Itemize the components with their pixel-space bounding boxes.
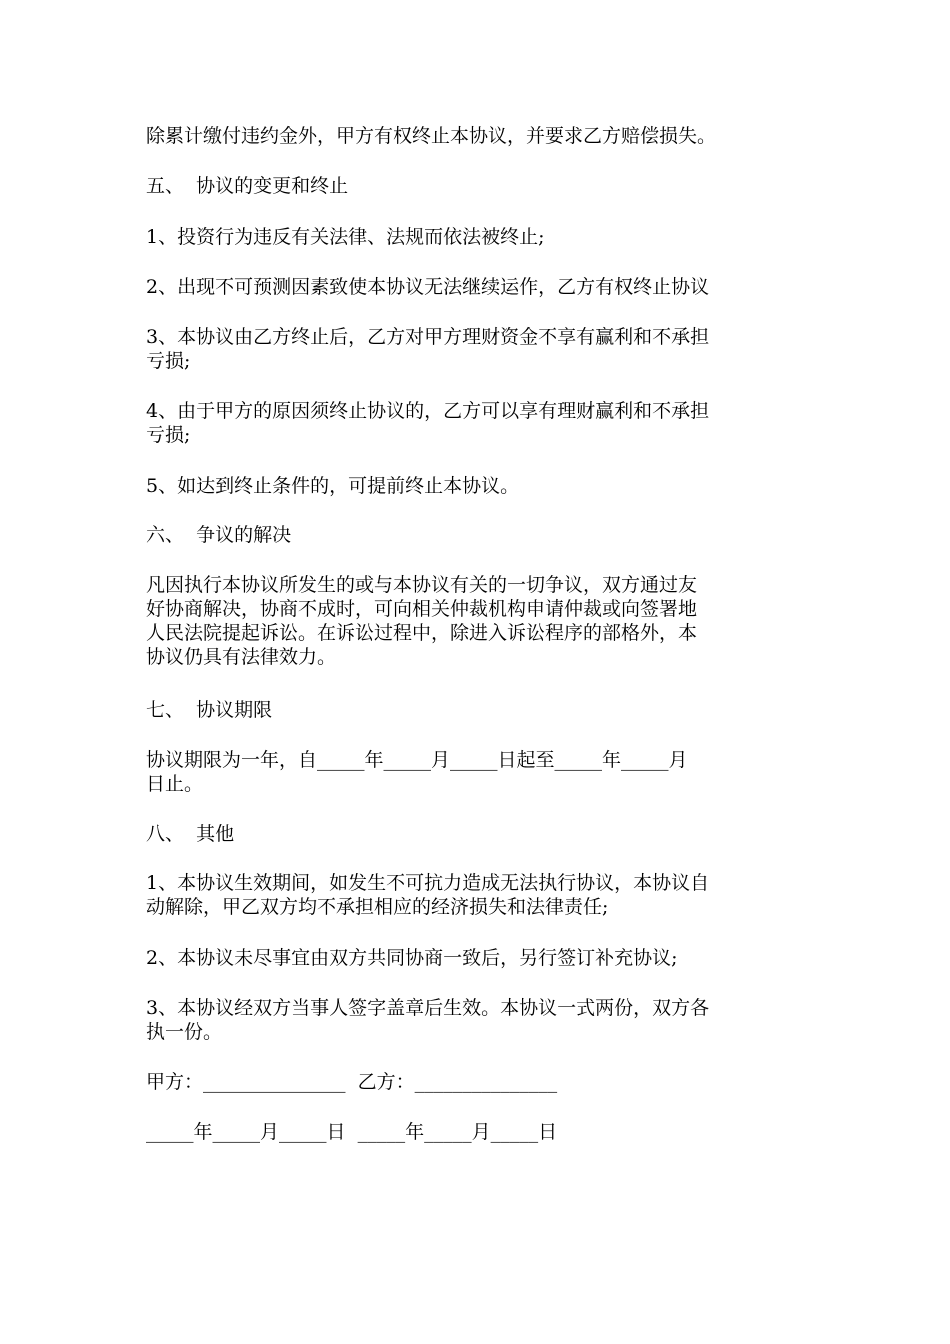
paragraph-other-item-3: 3、本协议经双方当事人签字盖章后生效。本协议一式两份，双方各 执一份。 xyxy=(146,997,710,1043)
paragraph-other-item-1: 1、本协议生效期间，如发生不可抗力造成无法执行协议，本协议自 动解除，甲乙双方均不承担相应的经济损失和法律责任; xyxy=(146,872,710,918)
paragraph-termination-item-2: 2、出现不可预测因素致使本协议无法继续运作，乙方有权终止协议 xyxy=(146,276,710,298)
paragraph-termination-item-1: 1、投资行为违反有关法律、法规而依法被终止; xyxy=(146,226,545,248)
section-heading-amendment-termination: 五、 协议的变更和终止 xyxy=(146,175,349,197)
section-heading-term: 七、 协议期限 xyxy=(146,699,273,721)
paragraph-termination-item-5: 5、如达到终止条件的，可提前终止本协议。 xyxy=(146,475,520,497)
paragraph-other-item-2: 2、本协议未尽事宜由双方共同协商一致后，另行签订补充协议; xyxy=(146,947,678,969)
paragraph-penalty-clause: 除累计缴付违约金外，甲方有权终止本协议，并要求乙方赔偿损失。 xyxy=(146,125,717,147)
paragraph-termination-item-4: 4、由于甲方的原因须终止协议的，乙方可以享有理财赢利和不承担 亏损; xyxy=(146,400,710,446)
document-page xyxy=(146,0,810,1344)
paragraph-term-period: 协议期限为一年，自_____年_____月_____日起至_____年_____月 日止。 xyxy=(146,749,688,795)
paragraph-termination-item-3: 3、本协议由乙方终止后，乙方对甲方理财资金不享有赢利和不承担 亏损; xyxy=(146,326,710,372)
date-line: _____年_____月_____日 _____年_____月_____日 xyxy=(146,1121,558,1143)
signature-line: 甲方：_______________ 乙方：_______________ xyxy=(146,1071,558,1093)
section-heading-dispute-resolution: 六、 争议的解决 xyxy=(146,524,292,546)
section-heading-other: 八、 其他 xyxy=(146,823,235,845)
paragraph-dispute-resolution: 凡因执行本协议所发生的或与本协议有关的一切争议，双方通过友 好协商解决，协商不成时，可向相关仲裁机构申请仲裁或向签署地 人民法院提起诉讼。在诉讼过程中，除进入诉讼程序的部格外，本 协议仍具有法律效力。 xyxy=(146,574,698,668)
